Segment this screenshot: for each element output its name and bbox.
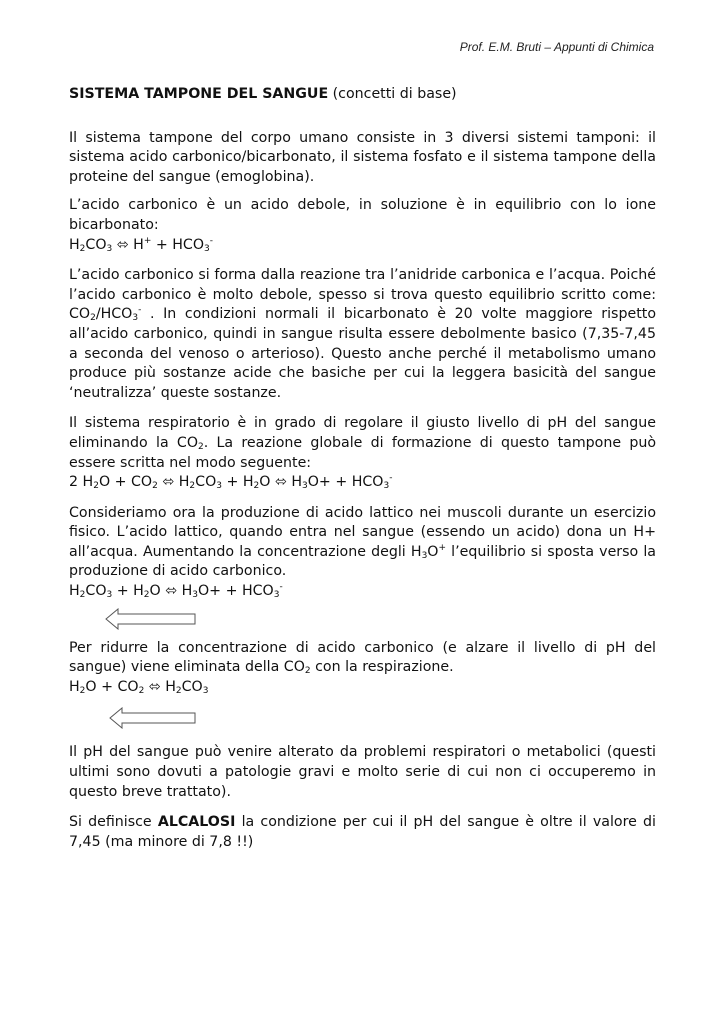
paragraph-5: Consideriamo ora la produzione di acido lattico nei muscoli durante un esercizio fisico. L’acido lattico, quando entra nel sangue (essendo un acido) dona un H+ all’acqua. Aumentando la concentrazione degli $H_3O^+$ l’equilibrio si sposta verso la produzione di acido carbonico. xyxy=(69,504,656,580)
alcalosi-term: ALCALOSI xyxy=(157,814,236,831)
paragraph-7: Il pH del sangue può venire alterato da problemi respiratori o metabolici (questi ultimi sono dovuti a patologie gravi e molto serie di cui non ci occuperemo in questo breve trattato). xyxy=(69,744,656,800)
paragraph-8: Si definisce ALCALOSI la condizione per cui il pH del sangue è oltre il valore di 7,45 (ma minore di 7,8 !!) xyxy=(69,814,656,850)
document-body xyxy=(69,85,656,852)
equation-4: $H_2O + CO_2$ ⬄ $H_2CO_3$ xyxy=(69,678,209,696)
paragraph-4: Il sistema respiratorio è in grado di regolare il giusto livello di pH del sangue eliminando la $CO_2$. La reazione globale di formazione di questo tampone può essere scritta nel modo seguente: xyxy=(69,415,657,471)
equation-1: $H_2CO_3$ ⬄ $H^+ + HCO_3^-$ xyxy=(69,235,213,254)
left-arrow-icon xyxy=(105,608,656,630)
paragraph-3: L’acido carbonico si forma dalla reazione tra l’anidride carbonica e l’acqua. Poiché l’acido carbonico è molto debole, spesso si trova questo equilibrio scritto come: $CO_2/HCO_3^-$ . In condizioni normali il bicarbonato è 20 volte maggiore rispetto all’acido carbonico, quindi in sangue risulta essere debolmente basico (7,35-7,45 a seconda del venoso o arterioso). Questo anche perché il metabolismo umano produce più sostanze acide che basiche per cui la leggera basicità del sangue ‘neutralizza’ queste sostanze. xyxy=(69,267,656,401)
section-title-rest: (concetti di base) xyxy=(328,86,457,102)
page-header: Prof. E.M. Bruti – Appunti di Chimica xyxy=(459,40,654,54)
equation-2: 2 $H_2O + CO_2$ ⬄ $H_2CO_3 + H_2O$ ⬄ $H_3O+ + HCO_3^-$ xyxy=(69,473,393,492)
paragraph-1: Il sistema tampone del corpo umano consiste in 3 diversi sistemi tamponi: il sistema acido carbonico/bicarbonato, il sistema fosfato e il sistema tampone della proteine del sangue (emoglobina). xyxy=(69,129,656,185)
paragraph-2: L’acido carbonico è un acido debole, in soluzione è in equilibrio con lo ione bicarbonato: xyxy=(69,197,656,233)
section-title xyxy=(69,85,656,105)
equation-3: $H_2CO_3 + H_2O$ ⬄ $H_3O+ + HCO_3^-$ xyxy=(69,582,283,601)
paragraph-6: Per ridurre la concentrazione di acido carbonico (e alzare il livello di pH del sangue) viene eliminata della $CO_2$ con la respirazione. xyxy=(69,639,656,677)
section-title-bold: SISTEMA TAMPONE DEL SANGUE xyxy=(69,86,329,102)
left-arrow-icon-2 xyxy=(109,707,656,729)
